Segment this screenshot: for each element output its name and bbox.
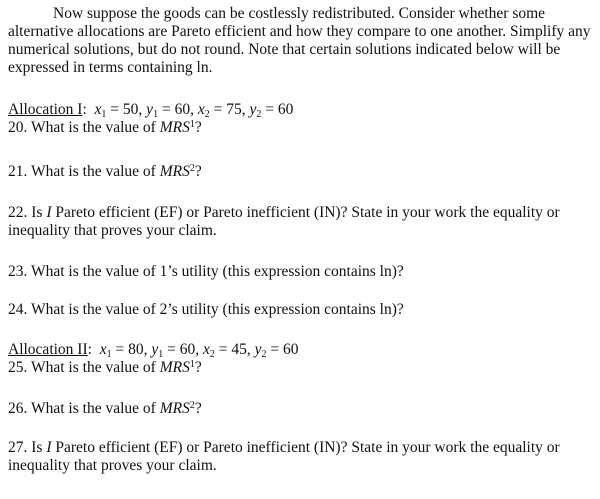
allocation-2-x2: 45 <box>231 341 247 358</box>
allocation-1-x2: 75 <box>226 101 242 118</box>
question-24: 24. What is the value of 2’s utility (this expression contains ln)? <box>8 301 404 318</box>
allocation-2-y1: 60 <box>179 341 196 358</box>
question-25: 25. What is the value of MRS$^1$? <box>8 359 202 376</box>
allocation-1-y1: 60 <box>174 101 191 118</box>
allocation-2-y2: 60 <box>283 341 299 358</box>
question-23: 23. What is the value of 1’s utility (this expression contains ln)? <box>8 263 404 280</box>
allocation-2-line: Allocation II: $x_1 = 80$, $y_1 = 60$, $x_2 = 45$, $y_2 = 60$ <box>8 341 299 360</box>
question-20: 20. What is the value of MRS$^1$? <box>8 119 202 136</box>
allocation-1-line: Allocation I: $x_1 = 50$, $y_1 = 60$, $x_2 = 75$, $y_2 = 60$ <box>8 101 294 120</box>
question-27: 27. Is I Pareto efficient (EF) or Pareto inefficient (IN)? State in your work the equality or inequality that proves your claim. <box>8 439 560 474</box>
allocation-2-block <box>8 341 592 377</box>
allocation-1-y2: 60 <box>277 101 294 118</box>
allocation-2-x1: 80 <box>128 341 144 358</box>
allocation-1-x1: 50 <box>122 101 139 118</box>
allocation-2-label: Allocation II <box>8 341 88 358</box>
question-22: 22. Is I Pareto efficient (EF) or Pareto inefficient (IN)? State in your work the equality or inequality that proves your claim. <box>8 204 560 239</box>
allocation-1-label: Allocation I <box>8 101 83 118</box>
intro-text: Now suppose the goods can be costlessly redistributed. Consider whether some alternative allocations are Pareto efficient and how they compare to one another. Simplify any numerical solutions, but do not round. Note that certain solutions indicated below will be expressed in terms containing ln. <box>8 5 591 76</box>
allocation-1-block <box>8 101 592 137</box>
question-26: 26. What is the value of MRS$^2$? <box>8 400 202 417</box>
intro-paragraph <box>8 5 592 77</box>
question-21: 21. What is the value of MRS$^2$? <box>8 163 202 180</box>
